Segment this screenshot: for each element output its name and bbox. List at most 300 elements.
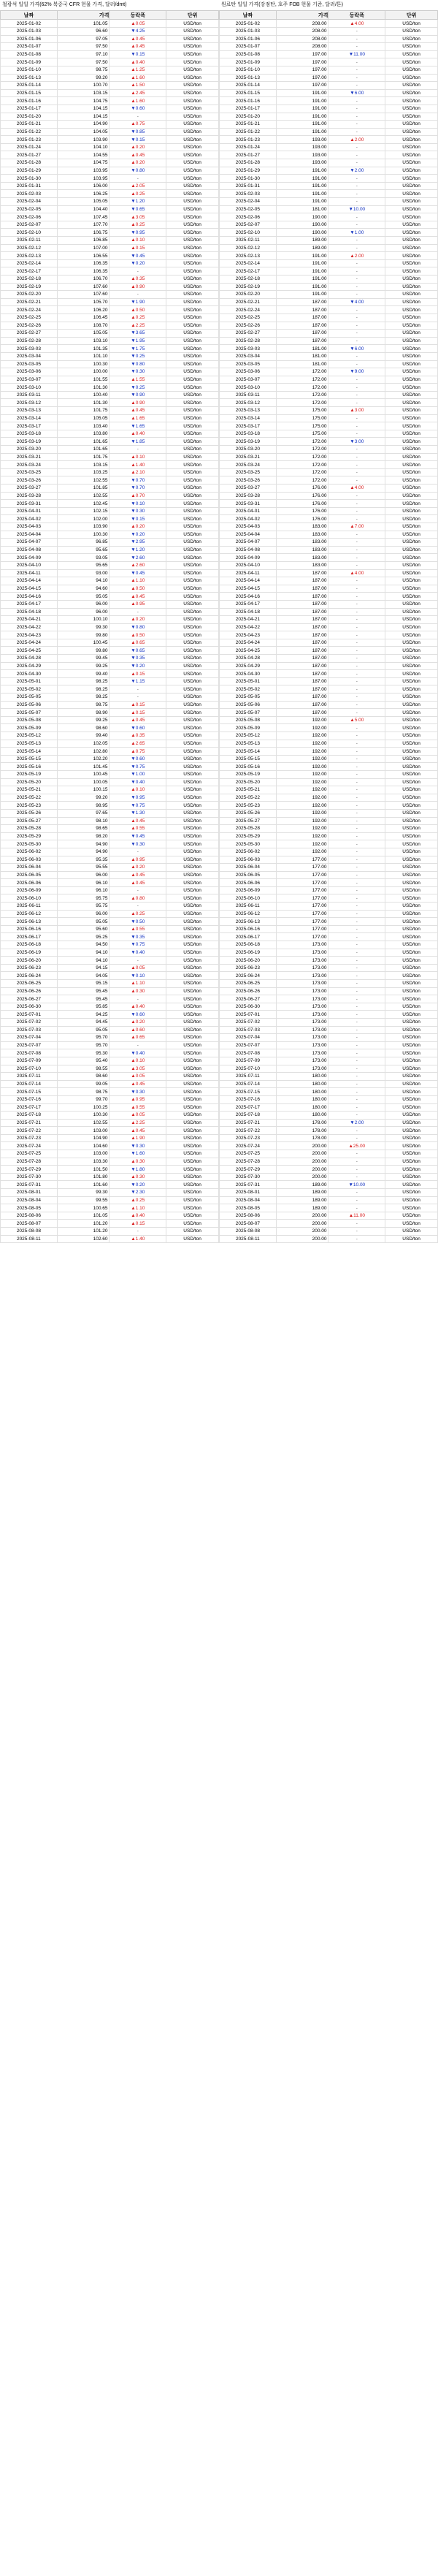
cell-unit: USD/ton bbox=[166, 732, 219, 740]
table-row bbox=[220, 716, 438, 724]
cell-price: 187.00 bbox=[276, 694, 328, 702]
cell-unit: USD/ton bbox=[166, 840, 219, 848]
cell-date: 2025-03-03 bbox=[1, 345, 58, 353]
cell-unit: USD/ton bbox=[166, 330, 219, 338]
cell-price: 93.00 bbox=[57, 569, 110, 577]
table-row bbox=[1, 461, 219, 469]
cell-change: - bbox=[328, 1073, 385, 1081]
table-row bbox=[220, 97, 438, 105]
cell-unit: USD/ton bbox=[166, 1041, 219, 1049]
cell-price: 96.00 bbox=[57, 600, 110, 608]
cell-date: 2025-05-01 bbox=[1, 677, 58, 685]
cell-date: 2025-01-27 bbox=[220, 151, 277, 159]
table-row bbox=[1, 623, 219, 631]
cell-unit: USD/ton bbox=[166, 105, 219, 113]
table-row bbox=[220, 1080, 438, 1088]
table-row bbox=[1, 143, 219, 151]
cell-unit: USD/ton bbox=[166, 175, 219, 183]
cell-unit: USD/ton bbox=[166, 817, 219, 825]
cell-unit: USD/ton bbox=[166, 848, 219, 856]
cell-unit: USD/ton bbox=[385, 918, 438, 926]
cell-unit: USD/ton bbox=[166, 190, 219, 198]
cell-price: 176.00 bbox=[276, 492, 328, 500]
cell-change: - bbox=[110, 903, 166, 911]
cell-unit: USD/ton bbox=[166, 1088, 219, 1096]
cell-price: 101.85 bbox=[57, 485, 110, 493]
cell-unit: USD/ton bbox=[166, 43, 219, 51]
cell-price: 101.20 bbox=[57, 1220, 110, 1228]
cell-date: 2025-05-14 bbox=[220, 748, 277, 756]
cell-price: 96.10 bbox=[57, 886, 110, 894]
cell-change: ▼0.30 bbox=[110, 840, 166, 848]
cell-date: 2025-04-22 bbox=[1, 623, 58, 631]
cell-date: 2025-08-05 bbox=[1, 1204, 58, 1212]
cell-date: 2025-02-20 bbox=[220, 291, 277, 299]
table-row bbox=[1, 368, 219, 376]
table-row bbox=[220, 1026, 438, 1034]
cell-date: 2025-04-08 bbox=[1, 546, 58, 554]
table-row bbox=[1, 82, 219, 90]
cell-change: ▲0.05 bbox=[110, 1112, 166, 1120]
cell-price: 190.00 bbox=[276, 213, 328, 221]
cell-date: 2025-05-09 bbox=[220, 724, 277, 732]
cell-unit: USD/ton bbox=[385, 694, 438, 702]
cell-price: 98.60 bbox=[57, 1073, 110, 1081]
table-row bbox=[1, 918, 219, 926]
cell-unit: USD/ton bbox=[166, 662, 219, 670]
cell-date: 2025-03-31 bbox=[220, 500, 277, 508]
cell-unit: USD/ton bbox=[385, 623, 438, 631]
cell-price: 187.00 bbox=[276, 298, 328, 306]
cell-change: ▲0.25 bbox=[110, 190, 166, 198]
cell-price: 94.10 bbox=[57, 577, 110, 585]
cell-change: ▲0.40 bbox=[110, 1212, 166, 1220]
cell-unit: USD/ton bbox=[166, 384, 219, 392]
cell-price: 177.00 bbox=[276, 886, 328, 894]
cell-price: 192.00 bbox=[276, 832, 328, 840]
table-row bbox=[220, 964, 438, 972]
table-row bbox=[1, 1173, 219, 1181]
table-row bbox=[220, 1003, 438, 1011]
cell-date: 2025-07-08 bbox=[220, 1049, 277, 1057]
cell-date: 2025-07-01 bbox=[1, 1011, 58, 1019]
cell-price: 191.00 bbox=[276, 167, 328, 175]
cell-price: 176.00 bbox=[276, 507, 328, 515]
cell-change: ▼1.90 bbox=[110, 298, 166, 306]
cell-unit: USD/ton bbox=[166, 58, 219, 67]
cell-unit: USD/ton bbox=[385, 1026, 438, 1034]
cell-change: ▼0.40 bbox=[110, 949, 166, 957]
cell-unit: USD/ton bbox=[166, 1034, 219, 1042]
cell-change: - bbox=[328, 647, 385, 655]
cell-date: 2025-07-28 bbox=[220, 1158, 277, 1166]
cell-unit: USD/ton bbox=[166, 879, 219, 887]
table-row bbox=[1, 972, 219, 980]
cell-date: 2025-06-03 bbox=[1, 856, 58, 864]
cell-change: - bbox=[328, 987, 385, 995]
cell-date: 2025-05-26 bbox=[220, 809, 277, 817]
cell-date: 2025-01-28 bbox=[220, 159, 277, 167]
cell-price: 189.00 bbox=[276, 1181, 328, 1189]
table-row bbox=[220, 1041, 438, 1049]
table-row bbox=[1, 933, 219, 941]
table-row bbox=[220, 933, 438, 941]
cell-unit: USD/ton bbox=[166, 871, 219, 879]
cell-unit: USD/ton bbox=[385, 1220, 438, 1228]
cell-change: - bbox=[110, 995, 166, 1003]
cell-unit: USD/ton bbox=[166, 709, 219, 717]
table-row bbox=[1, 453, 219, 461]
cell-unit: USD/ton bbox=[166, 980, 219, 988]
cell-unit: USD/ton bbox=[385, 213, 438, 221]
cell-unit: USD/ton bbox=[385, 569, 438, 577]
cell-change: ▼0.45 bbox=[110, 569, 166, 577]
cell-change: ▼0.75 bbox=[110, 941, 166, 949]
cell-date: 2025-01-08 bbox=[220, 50, 277, 58]
cell-unit: USD/ton bbox=[385, 886, 438, 894]
cell-change: ▲0.65 bbox=[110, 1034, 166, 1042]
table-row bbox=[220, 600, 438, 608]
cell-change: ▲7.00 bbox=[328, 523, 385, 531]
cell-unit: USD/ton bbox=[166, 453, 219, 461]
cell-date: 2025-01-15 bbox=[1, 89, 58, 97]
table-row bbox=[1, 190, 219, 198]
cell-unit: USD/ton bbox=[166, 121, 219, 129]
table-row bbox=[1, 422, 219, 430]
cell-price: 178.00 bbox=[276, 1119, 328, 1127]
cell-price: 103.15 bbox=[57, 461, 110, 469]
cell-change: ▼0.50 bbox=[110, 918, 166, 926]
cell-unit: USD/ton bbox=[385, 848, 438, 856]
cell-unit: USD/ton bbox=[166, 585, 219, 593]
cell-date: 2025-01-27 bbox=[1, 151, 58, 159]
table-row bbox=[1, 647, 219, 655]
cell-price: 183.00 bbox=[276, 561, 328, 569]
table-row bbox=[1, 980, 219, 988]
cell-change: - bbox=[328, 121, 385, 129]
cell-price: 97.05 bbox=[57, 35, 110, 43]
cell-date: 2025-06-05 bbox=[220, 871, 277, 879]
cell-price: 183.00 bbox=[276, 539, 328, 547]
cell-price: 95.65 bbox=[57, 546, 110, 554]
table-row bbox=[1, 105, 219, 113]
table-row bbox=[220, 539, 438, 547]
cell-unit: USD/ton bbox=[166, 701, 219, 709]
table-row bbox=[1, 1112, 219, 1120]
table-row bbox=[220, 422, 438, 430]
table-row bbox=[1, 802, 219, 810]
cell-price: 200.00 bbox=[276, 1173, 328, 1181]
cell-unit: USD/ton bbox=[385, 709, 438, 717]
cell-unit: USD/ton bbox=[385, 910, 438, 918]
cell-change: - bbox=[328, 770, 385, 778]
cell-unit: USD/ton bbox=[166, 1026, 219, 1034]
table-row bbox=[220, 1073, 438, 1081]
table-row bbox=[1, 677, 219, 685]
cell-unit: USD/ton bbox=[385, 306, 438, 314]
cell-change: - bbox=[328, 74, 385, 82]
cell-date: 2025-07-24 bbox=[220, 1142, 277, 1150]
cell-change: ▲0.05 bbox=[110, 20, 166, 28]
table-row bbox=[1, 1212, 219, 1220]
cell-date: 2025-01-07 bbox=[220, 43, 277, 51]
cell-date: 2025-04-14 bbox=[1, 577, 58, 585]
cell-change: ▼1.20 bbox=[110, 198, 166, 206]
cell-price: 189.00 bbox=[276, 237, 328, 245]
cell-date: 2025-06-25 bbox=[220, 980, 277, 988]
table-row bbox=[220, 848, 438, 856]
cell-unit: USD/ton bbox=[166, 554, 219, 562]
cell-unit: USD/ton bbox=[166, 1150, 219, 1158]
table-row bbox=[1, 50, 219, 58]
cell-change: ▲1.10 bbox=[110, 1204, 166, 1212]
cell-price: 94.10 bbox=[57, 957, 110, 965]
cell-price: 99.80 bbox=[57, 631, 110, 639]
cell-price: 95.55 bbox=[57, 864, 110, 872]
cell-date: 2025-01-20 bbox=[220, 113, 277, 121]
table-row bbox=[1, 237, 219, 245]
cell-change: - bbox=[328, 694, 385, 702]
table-row bbox=[220, 809, 438, 817]
table-row bbox=[220, 724, 438, 732]
cell-unit: USD/ton bbox=[385, 105, 438, 113]
cell-change: ▲1.50 bbox=[110, 82, 166, 90]
cell-price: 105.05 bbox=[57, 330, 110, 338]
cell-change: ▲2.05 bbox=[110, 182, 166, 190]
cell-date: 2025-02-26 bbox=[1, 322, 58, 330]
cell-change: ▲0.20 bbox=[110, 159, 166, 167]
cell-unit: USD/ton bbox=[166, 1142, 219, 1150]
cell-date: 2025-02-14 bbox=[220, 259, 277, 267]
cell-change: ▼9.00 bbox=[328, 368, 385, 376]
cell-date: 2025-02-26 bbox=[220, 322, 277, 330]
cell-change: ▲1.10 bbox=[110, 980, 166, 988]
table-row bbox=[220, 267, 438, 276]
cell-change: - bbox=[328, 608, 385, 616]
cell-change: ▲0.20 bbox=[110, 864, 166, 872]
table-row bbox=[1, 1073, 219, 1081]
cell-unit: USD/ton bbox=[166, 1095, 219, 1103]
cell-unit: USD/ton bbox=[166, 531, 219, 539]
cell-date: 2025-01-31 bbox=[220, 182, 277, 190]
cell-date: 2025-06-10 bbox=[1, 894, 58, 903]
table-row bbox=[220, 82, 438, 90]
cell-change: - bbox=[328, 58, 385, 67]
cell-price: 106.00 bbox=[57, 182, 110, 190]
cell-unit: USD/ton bbox=[385, 561, 438, 569]
table-row bbox=[1, 763, 219, 771]
cell-unit: USD/ton bbox=[166, 724, 219, 732]
cell-price: 102.15 bbox=[57, 507, 110, 515]
cell-unit: USD/ton bbox=[166, 1228, 219, 1236]
cell-unit: USD/ton bbox=[385, 825, 438, 833]
table-row bbox=[220, 128, 438, 136]
table-row bbox=[1, 848, 219, 856]
cell-change: ▲0.25 bbox=[110, 314, 166, 322]
cell-price: 191.00 bbox=[276, 275, 328, 283]
cell-change: ▲0.40 bbox=[110, 58, 166, 67]
cell-unit: USD/ton bbox=[166, 1018, 219, 1026]
table-row bbox=[220, 685, 438, 694]
cell-date: 2025-04-01 bbox=[220, 507, 277, 515]
table-row bbox=[1, 446, 219, 454]
cell-unit: USD/ton bbox=[385, 74, 438, 82]
cell-date: 2025-03-25 bbox=[220, 468, 277, 476]
cell-unit: USD/ton bbox=[385, 337, 438, 345]
cell-price: 173.00 bbox=[276, 964, 328, 972]
cell-date: 2025-04-14 bbox=[220, 577, 277, 585]
cell-unit: USD/ton bbox=[166, 1112, 219, 1120]
cell-unit: USD/ton bbox=[385, 523, 438, 531]
cell-price: 177.00 bbox=[276, 864, 328, 872]
cell-date: 2025-07-03 bbox=[1, 1026, 58, 1034]
table-row bbox=[1, 175, 219, 183]
cell-price: 101.75 bbox=[57, 407, 110, 415]
cell-unit: USD/ton bbox=[166, 314, 219, 322]
cell-price: 197.00 bbox=[276, 66, 328, 74]
table-row bbox=[1, 252, 219, 260]
cell-date: 2025-01-15 bbox=[220, 89, 277, 97]
cell-change: - bbox=[328, 1166, 385, 1174]
cell-unit: USD/ton bbox=[166, 1189, 219, 1197]
cell-unit: USD/ton bbox=[385, 190, 438, 198]
cell-unit: USD/ton bbox=[166, 136, 219, 144]
cell-change: ▲0.45 bbox=[110, 879, 166, 887]
cell-date: 2025-02-17 bbox=[220, 267, 277, 276]
cell-date: 2025-06-04 bbox=[220, 864, 277, 872]
table-row bbox=[1, 662, 219, 670]
cell-unit: USD/ton bbox=[385, 1166, 438, 1174]
cell-unit: USD/ton bbox=[166, 1003, 219, 1011]
table-row bbox=[220, 275, 438, 283]
cell-change: ▼0.20 bbox=[110, 259, 166, 267]
cell-change: ▲0.15 bbox=[110, 701, 166, 709]
cell-price: 104.90 bbox=[57, 1134, 110, 1142]
cell-change: ▲0.45 bbox=[110, 407, 166, 415]
cell-date: 2025-05-19 bbox=[220, 770, 277, 778]
cell-change: - bbox=[110, 446, 166, 454]
cell-price: 100.30 bbox=[57, 360, 110, 368]
cell-unit: USD/ton bbox=[385, 987, 438, 995]
cell-unit: USD/ton bbox=[166, 74, 219, 82]
cell-price: 99.45 bbox=[57, 655, 110, 663]
cell-price: 100.30 bbox=[57, 1112, 110, 1120]
cell-price: 98.20 bbox=[57, 832, 110, 840]
cell-price: 107.70 bbox=[57, 221, 110, 229]
cell-date: 2025-08-11 bbox=[220, 1235, 277, 1243]
cell-date: 2025-05-15 bbox=[1, 755, 58, 763]
table-row bbox=[220, 221, 438, 229]
cell-date: 2025-05-07 bbox=[220, 709, 277, 717]
cell-change: ▲0.10 bbox=[110, 453, 166, 461]
table-row bbox=[220, 259, 438, 267]
table-row bbox=[1, 407, 219, 415]
cell-date: 2025-04-28 bbox=[220, 655, 277, 663]
cell-change: - bbox=[328, 384, 385, 392]
cell-unit: USD/ton bbox=[385, 453, 438, 461]
cell-change: - bbox=[328, 701, 385, 709]
cell-price: 99.55 bbox=[57, 1196, 110, 1204]
table-row bbox=[220, 43, 438, 51]
cell-change: ▼0.10 bbox=[110, 500, 166, 508]
table-row bbox=[1, 1220, 219, 1228]
cell-unit: USD/ton bbox=[385, 267, 438, 276]
cell-price: 181.00 bbox=[276, 360, 328, 368]
cell-change: ▲0.30 bbox=[110, 1173, 166, 1181]
cell-date: 2025-07-15 bbox=[220, 1088, 277, 1096]
cell-unit: USD/ton bbox=[166, 523, 219, 531]
cell-price: 200.00 bbox=[276, 1220, 328, 1228]
cell-price: 173.00 bbox=[276, 957, 328, 965]
cell-price: 175.00 bbox=[276, 407, 328, 415]
cell-date: 2025-02-17 bbox=[1, 267, 58, 276]
cell-unit: USD/ton bbox=[385, 539, 438, 547]
cell-price: 192.00 bbox=[276, 840, 328, 848]
cell-change: - bbox=[110, 1228, 166, 1236]
cell-unit: USD/ton bbox=[166, 569, 219, 577]
cell-date: 2025-05-08 bbox=[1, 716, 58, 724]
cell-date: 2025-08-05 bbox=[220, 1204, 277, 1212]
cell-unit: USD/ton bbox=[166, 1127, 219, 1135]
cell-unit: USD/ton bbox=[166, 964, 219, 972]
cell-change: - bbox=[328, 832, 385, 840]
table-row bbox=[220, 616, 438, 624]
cell-change: - bbox=[328, 1150, 385, 1158]
col-price: 가격 bbox=[57, 11, 110, 20]
cell-change: ▼0.65 bbox=[110, 647, 166, 655]
table-row bbox=[1, 221, 219, 229]
cell-change: ▲0.10 bbox=[110, 237, 166, 245]
cell-change: - bbox=[328, 128, 385, 136]
cell-unit: USD/ton bbox=[385, 817, 438, 825]
cell-date: 2025-05-28 bbox=[220, 825, 277, 833]
cell-price: 101.35 bbox=[57, 345, 110, 353]
cell-date: 2025-05-21 bbox=[1, 786, 58, 794]
table-row bbox=[220, 631, 438, 639]
cell-change: - bbox=[328, 352, 385, 360]
cell-unit: USD/ton bbox=[385, 1134, 438, 1142]
table-row bbox=[1, 1228, 219, 1236]
cell-price: 105.05 bbox=[57, 414, 110, 422]
cell-unit: USD/ton bbox=[166, 1049, 219, 1057]
cell-change: - bbox=[328, 925, 385, 933]
cell-unit: USD/ton bbox=[166, 631, 219, 639]
cell-change: - bbox=[328, 1095, 385, 1103]
cell-unit: USD/ton bbox=[385, 422, 438, 430]
table-row bbox=[1, 229, 219, 237]
cell-change: ▲0.45 bbox=[110, 871, 166, 879]
cell-price: 173.00 bbox=[276, 949, 328, 957]
table-row bbox=[1, 1158, 219, 1166]
cell-price: 103.00 bbox=[57, 1150, 110, 1158]
table-row bbox=[1, 330, 219, 338]
cell-change: - bbox=[328, 825, 385, 833]
cell-date: 2025-06-24 bbox=[1, 972, 58, 980]
cell-date: 2025-04-09 bbox=[1, 554, 58, 562]
cell-price: 94.05 bbox=[57, 972, 110, 980]
cell-unit: USD/ton bbox=[166, 670, 219, 678]
cell-price: 181.00 bbox=[276, 352, 328, 360]
cell-change: - bbox=[328, 1018, 385, 1026]
cell-unit: USD/ton bbox=[166, 407, 219, 415]
cell-change: - bbox=[328, 918, 385, 926]
cell-unit: USD/ton bbox=[166, 322, 219, 330]
cell-unit: USD/ton bbox=[166, 151, 219, 159]
cell-price: 192.00 bbox=[276, 817, 328, 825]
cell-price: 95.70 bbox=[57, 1041, 110, 1049]
cell-date: 2025-07-30 bbox=[220, 1173, 277, 1181]
cell-price: 175.00 bbox=[276, 414, 328, 422]
